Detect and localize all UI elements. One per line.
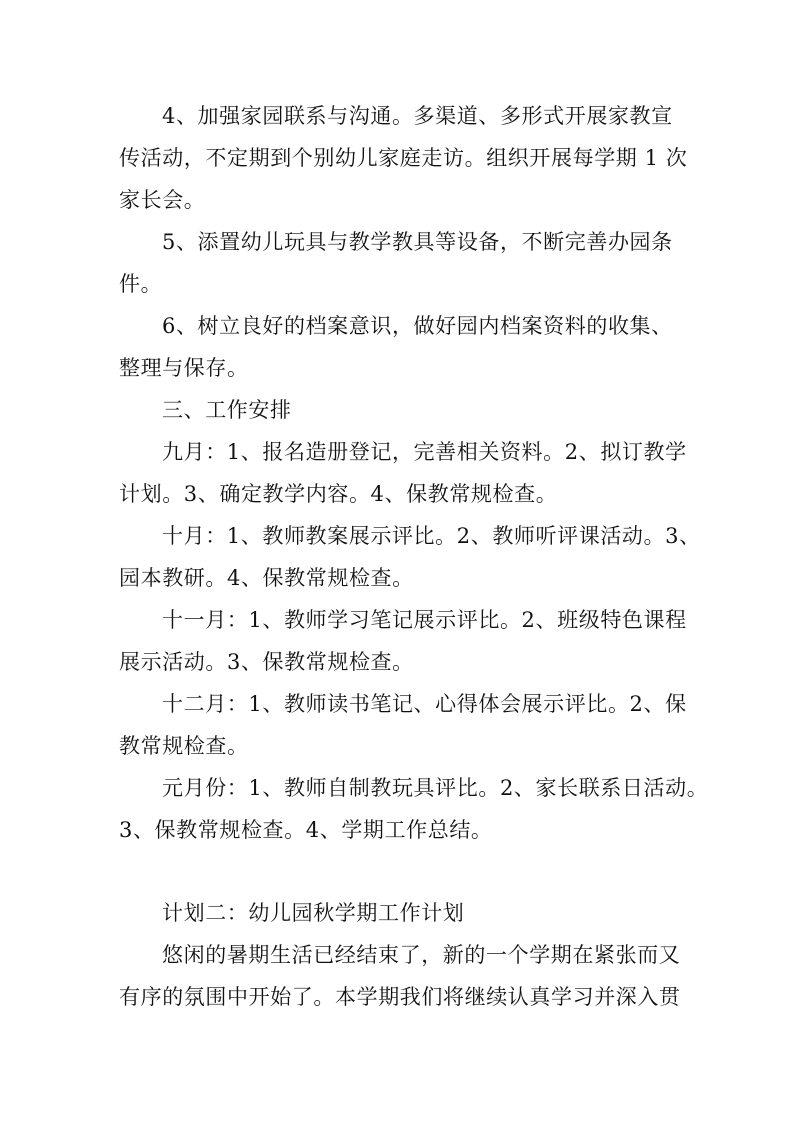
october-line-1: 十月：1、教师教案展示评比。2、教师听评课活动。3、 <box>162 524 701 548</box>
paragraph-6-line-2: 整理与保存。 <box>119 356 249 380</box>
october-line-2: 园本教研。4、保教常规检查。 <box>119 566 414 590</box>
plan-two-title: 计划二：幼儿园秋学期工作计划 <box>162 901 465 925</box>
intro-line-2: 有序的氛围中开始了。本学期我们将继续认真学习并深入贯 <box>119 985 681 1009</box>
section-heading: 三、工作安排 <box>162 398 292 422</box>
january-line-2: 3、保教常规检查。4、学期工作总结。 <box>119 818 493 842</box>
september-line-2: 计划。3、确定教学内容。4、保教常规检查。 <box>119 482 558 506</box>
december-line-1: 十二月：1、教师读书笔记、心得体会展示评比。2、保 <box>162 692 687 716</box>
paragraph-6-line-1: 6、树立良好的档案意识，做好园内档案资料的收集、 <box>162 314 673 338</box>
september-line-1: 九月：1、报名造册登记，完善相关资料。2、拟订教学 <box>162 440 687 464</box>
november-line-2: 展示活动。3、保教常规检查。 <box>119 650 414 674</box>
january-line-1: 元月份：1、教师自制教玩具评比。2、家长联系日活动。 <box>162 776 709 800</box>
paragraph-4-line-2: 传活动，不定期到个别幼儿家庭走访。组织开展每学期 1 次 <box>119 146 688 170</box>
paragraph-4-line-1: 4、加强家园联系与沟通。多渠道、多形式开展家教宣 <box>162 104 673 128</box>
paragraph-4-line-3: 家长会。 <box>119 188 206 212</box>
paragraph-5-line-2: 件。 <box>119 272 163 296</box>
november-line-1: 十一月：1、教师学习笔记展示评比。2、班级特色课程 <box>162 608 687 632</box>
intro-line-1: 悠闲的暑期生活已经结束了，新的一个学期在紧张而又 <box>162 943 681 967</box>
december-line-2: 教常规检查。 <box>119 734 249 758</box>
paragraph-5-line-1: 5、添置幼儿玩具与教学教具等设备，不断完善办园条 <box>162 230 673 254</box>
